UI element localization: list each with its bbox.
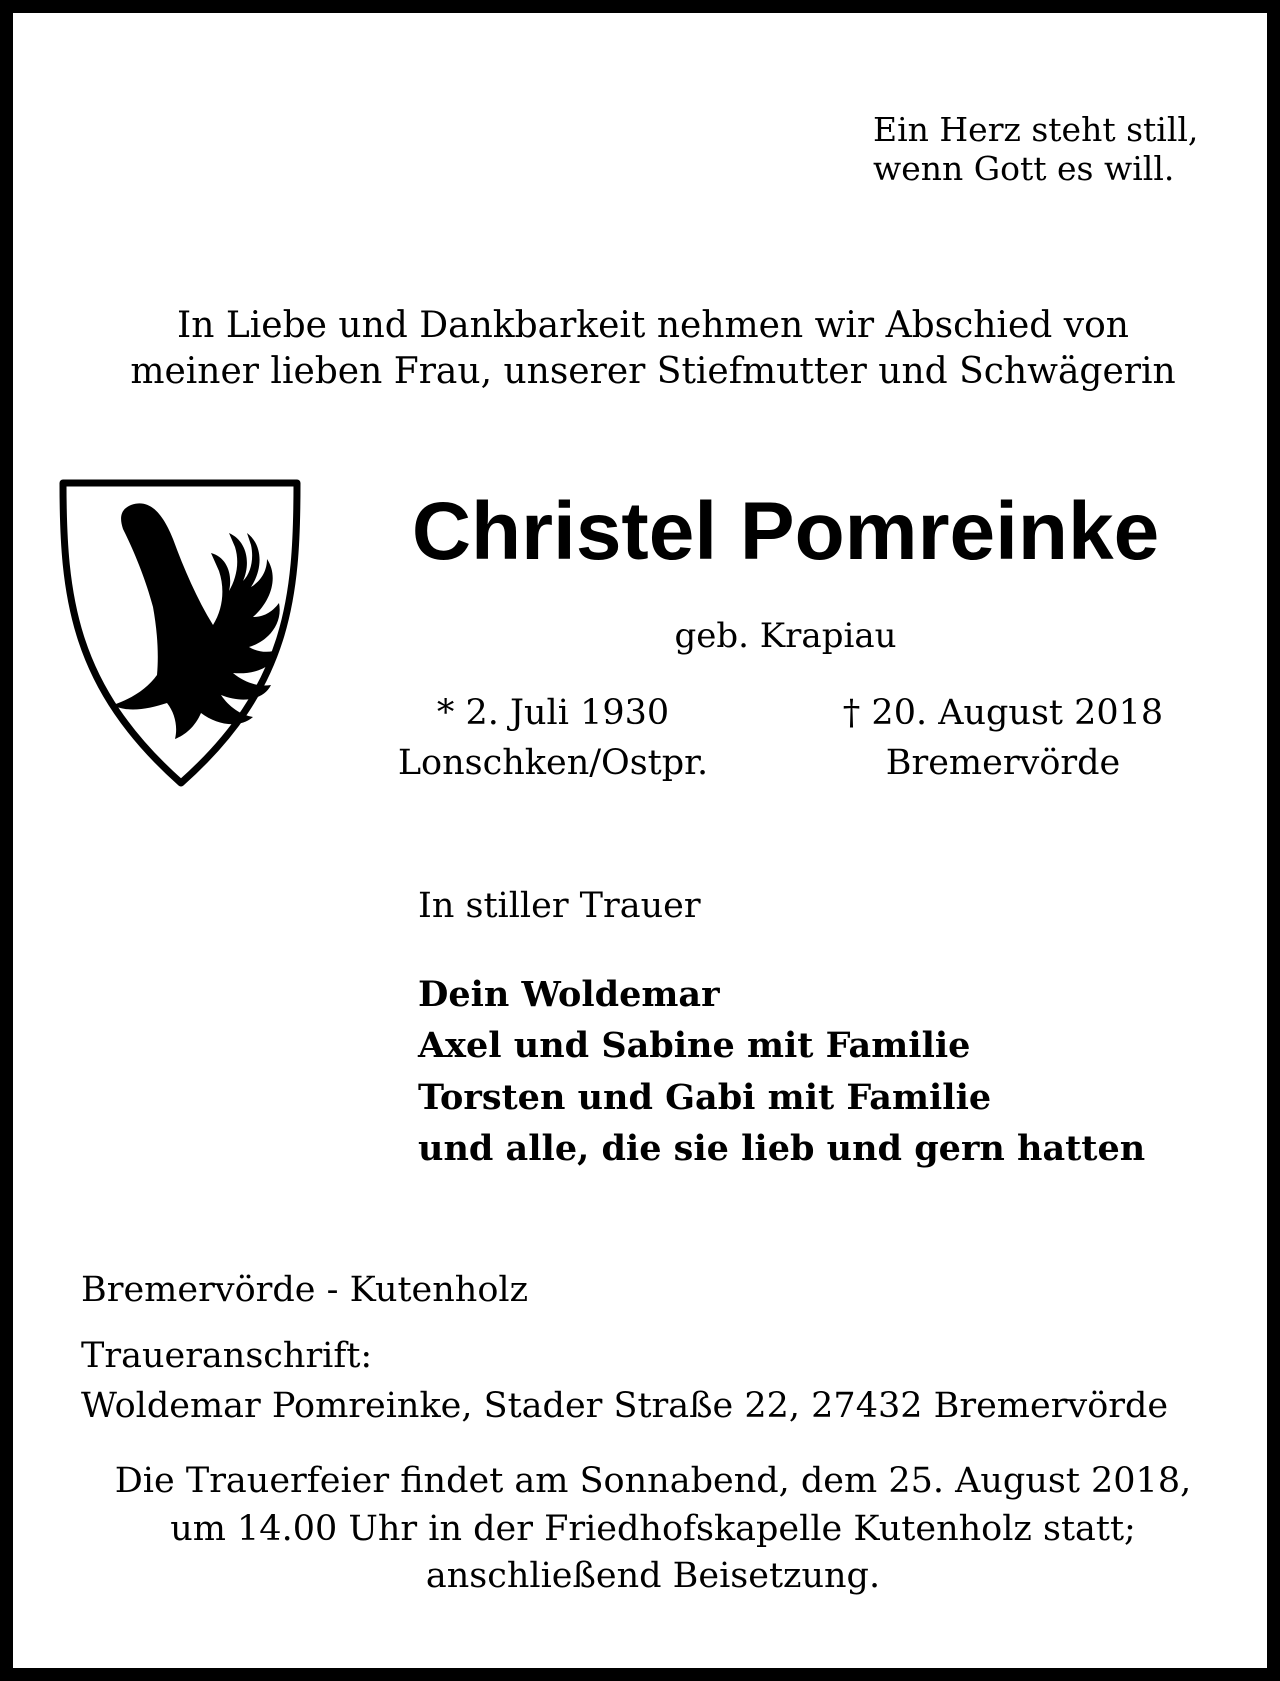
mourners-list [418, 969, 1145, 1175]
mourner-entry: Axel und Sabine mit Familie [418, 1025, 971, 1067]
place-line: Bremervörde - Kutenholz [81, 1270, 529, 1310]
motto-line: wenn Gott es will. [873, 148, 1175, 188]
death-date: † 20. August 2018 [842, 693, 1164, 733]
intro-line: In Liebe und Dankbarkeit nehmen wir Abschied von [177, 305, 1129, 346]
death-info [793, 689, 1213, 788]
address-text: Woldemar Pomreinke, Stader Straße 22, 27432 Bremervörde [81, 1386, 1169, 1427]
mourning-heading: In stiller Trauer [418, 886, 701, 926]
intro-line: meiner lieben Frau, unserer Stiefmutter und Schwägerin [130, 350, 1176, 392]
mourner-entry: Dein Woldemar [418, 974, 720, 1015]
birth-info [363, 689, 743, 788]
intro-text [33, 303, 1273, 394]
mourner-entry: und alle, die sie lieb und gern hatten [418, 1128, 1146, 1170]
ceremony-line: um 14.00 Uhr in der Friedhofskapelle Kutenholz statt; [170, 1508, 1136, 1549]
motto-line: Ein Herz steht still, [873, 110, 1199, 149]
ceremony-line: Die Trauerfeier findet am Sonnabend, dem 25. August 2018, [114, 1461, 1192, 1501]
mourning-address [81, 1331, 1168, 1431]
address-label: Traueranschrift: [81, 1336, 373, 1376]
birth-place: Lonschken/Ostpr. [397, 742, 709, 783]
ceremony-line: anschließend Beisetzung. [425, 1556, 881, 1597]
elk-antler-shield-icon [57, 477, 303, 791]
birth-date: * 2. Juli 1930 [436, 693, 670, 733]
death-place: Bremervörde [885, 742, 1121, 783]
maiden-name: geb. Krapiau [674, 616, 897, 656]
mourner-entry: Torsten und Gabi mit Familie [418, 1076, 992, 1118]
ceremony-info [33, 1458, 1273, 1601]
motto [873, 111, 1233, 189]
deceased-name: Christel Pomreinke [411, 486, 1160, 577]
